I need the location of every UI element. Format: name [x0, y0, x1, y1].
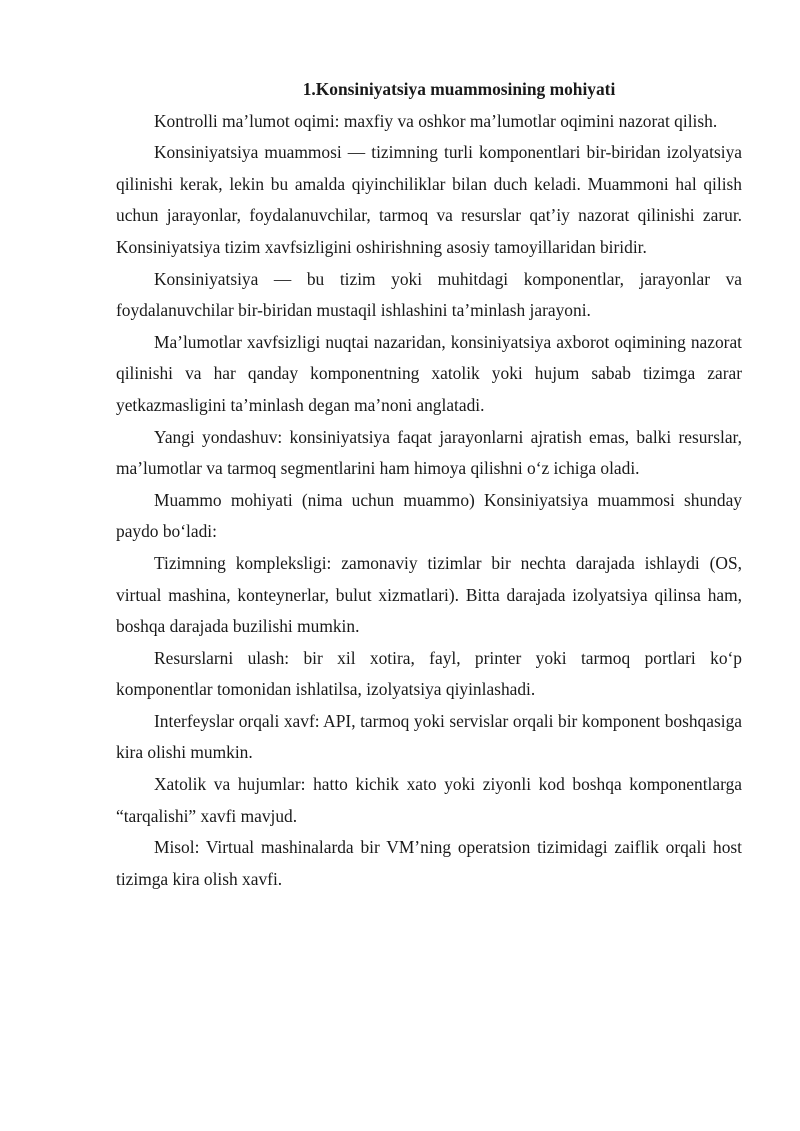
document-body — [116, 74, 742, 895]
paragraph-resource-sharing: Resurslarni ulash: bir xil xotira, fayl, printer yoki tarmoq portlari ko‘p komponentlar tomonidan ishlatilsa, izolyatsiya qiyinlashadi. — [116, 647, 742, 700]
paragraph-example: Misol: Virtual mashinalarda bir VM’ning operatsion tizimidagi zaiflik orqali host tizimga kira olish xavfi. — [116, 837, 742, 889]
paragraph-new-approach: Yangi yondashuv: konsiniyatsiya faqat jarayonlarni ajratish emas, balki resurslar, ma’lumotlar va tarmoq segmentlarini ham himoya qilishni o‘z ichiga oladi. — [116, 426, 742, 479]
paragraph-errors-attacks: Xatolik va hujumlar: hatto kichik xato yoki ziyonli kod boshqa komponentlarga “tarqalishi” xavfi mavjud. — [116, 774, 742, 826]
paragraph-security-view: Ma’lumotlar xavfsizligi nuqtai nazaridan, konsiniyatsiya axborot oqimining nazorat qilinishi va har qanday komponentning xatolik yoki hujum sabab tizimga zarar yetkazmasligini ta’minlash degan ma’noni anglatadi. — [116, 331, 742, 415]
paragraph-definition-problem: Konsiniyatsiya muammosi — tizimning turli komponentlari bir-biridan izolyatsiya qilinishi kerak, lekin bu amalda qiyinchiliklar bilan duch keladi. Muammoni hal qilish uchun jarayonlar, foydalanuvchilar, tarmoq va resurslar qat’iy nazorat qilinishi zarur. Konsiniyatsiya tizim xavfsizligini oshirishning asosiy tamoyillaridan biridir. — [116, 142, 742, 257]
paragraph-essence: Muammo mohiyati (nima uchun muammo) Konsiniyatsiya muammosi shunday paydo bo‘ladi: — [116, 489, 742, 542]
paragraph-interfaces: Interfeyslar orqali xavf: API, tarmoq yoki servislar orqali bir komponent boshqasiga kira olishi mumkin. — [116, 710, 742, 763]
paragraph-controlled-flow: Kontrolli ma’lumot oqimi: maxfiy va oshkor ma’lumotlar oqimini nazorat qilish. — [154, 110, 718, 131]
section-title: 1.Konsiniyatsiya muammosining mohiyati — [302, 79, 616, 99]
paragraph-complexity: Tizimning kompleksligi: zamonaviy tizimlar bir nechta darajada ishlaydi (OS, virtual mashina, konteynerlar, bulut xizmatlari). Bitta darajada izolyatsiya qilinsa ham, boshqa darajada buzilishi mumkin. — [116, 552, 742, 637]
paragraph-definition: Konsiniyatsiya — bu tizim yoki muhitdagi komponentlar, jarayonlar va foydalanuvchilar bir-biridan mustaqil ishlashini ta’minlash jarayoni. — [116, 268, 742, 321]
